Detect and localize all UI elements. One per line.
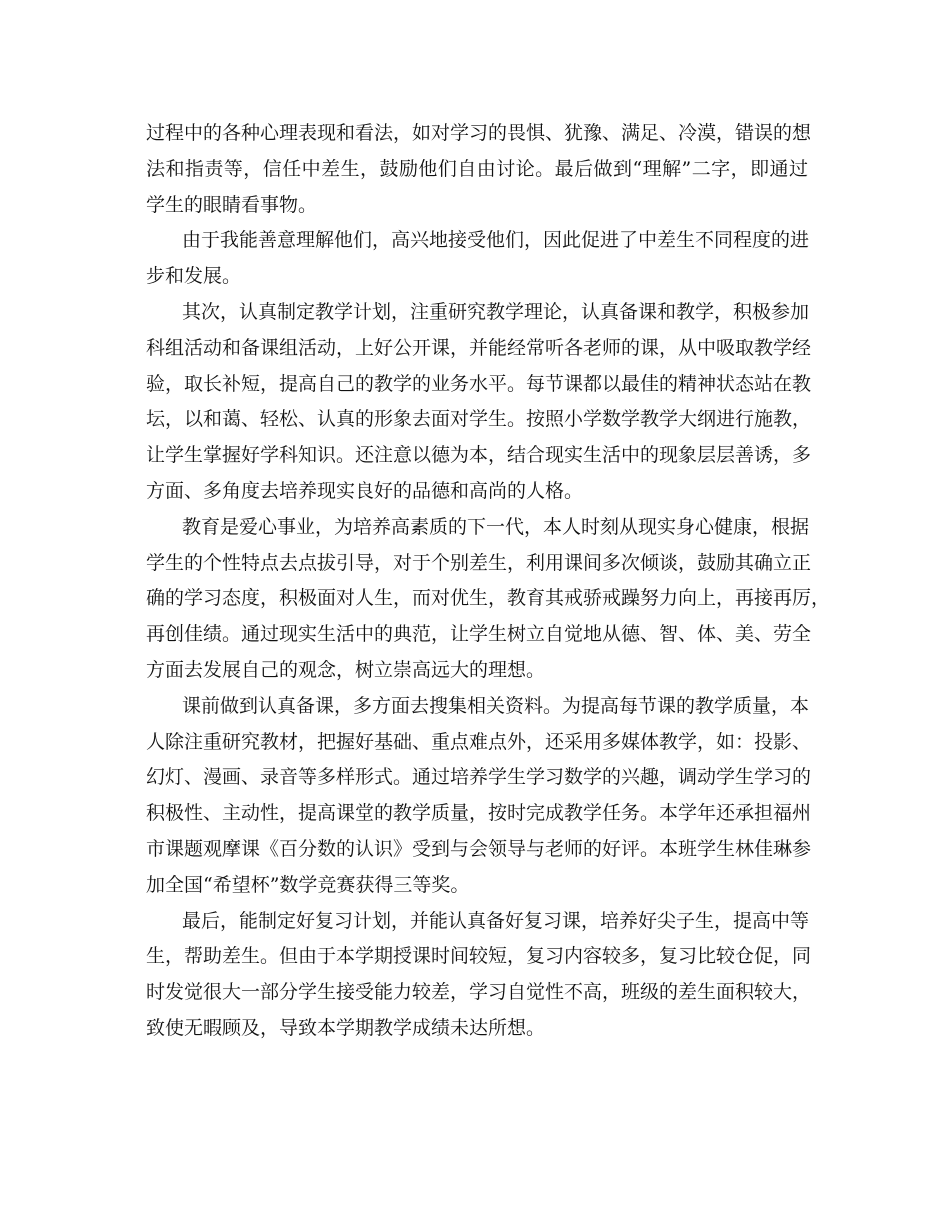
text-line: 由于我能善意理解他们，高兴地接受他们，因此促进了中差生不同程度的进 — [182, 229, 810, 252]
text-line: 生，帮助差生。但由于本学期授课时间较短，复习内容较多，复习比较仓促，同 — [146, 945, 812, 968]
text-line: 最后，能制定好复习计划，并能认真备好复习课，培养好尖子生，提高中等 — [182, 909, 810, 932]
text-line: 方面、多角度去培养现实良好的品德和高尚的人格。 — [146, 479, 584, 502]
text-line: 学生的个性特点去点拔引导，对于个别差生，利用课间多次倾谈，鼓励其确立正 — [146, 551, 812, 574]
paragraph-3 — [146, 295, 812, 510]
text-line: 市课题观摩课《百分数的认识》受到与会领导与老师的好评。本班学生林佳琳参 — [146, 837, 812, 860]
paragraph-5 — [146, 689, 812, 904]
text-line: 加全国“希望杯”数学竞赛获得三等奖。 — [146, 873, 470, 896]
text-line: 致使无暇顾及，导致本学期教学成绩未达所想。 — [146, 1016, 546, 1039]
text-line: 法和指责等，信任中差生，鼓励他们自由讨论。最后做到“理解”二字，即通过 — [146, 157, 808, 180]
text-line: 时发觉很大一部分学生接受能力较差，学习自觉性不高，班级的差生面积较大， — [146, 981, 812, 1004]
text-line: 积极性、主动性，提高课堂的教学质量，按时完成教学任务。本学年还承担福州 — [146, 802, 812, 825]
text-line: 步和发展。 — [146, 265, 242, 288]
text-line: 确的学习态度，积极面对人生，而对优生，教育其戒骄戒躁努力向上，再接再厉， — [146, 587, 831, 610]
text-line: 验，取长补短，提高自己的教学的业务水平。每节课都以最佳的精神状态站在教 — [146, 372, 812, 395]
text-line: 其次，认真制定教学计划，注重研究教学理论，认真备课和教学，积极参加 — [182, 300, 810, 323]
paragraph-1 — [146, 116, 812, 223]
text-line: 科组活动和备课组活动，上好公开课，并能经常听各老师的课，从中吸取教学经 — [146, 336, 812, 359]
paragraph-4 — [146, 510, 831, 689]
text-line: 再创佳绩。通过现实生活中的典范，让学生树立自觉地从德、智、体、美、劳全 — [146, 623, 812, 646]
text-line: 课前做到认真备课，多方面去搜集相关资料。为提高每节课的教学质量，本 — [182, 694, 810, 717]
text-line: 人除注重研究教材，把握好基础、重点难点外，还采用多媒体教学，如：投影、 — [146, 730, 812, 753]
text-line: 学生的眼睛看事物。 — [146, 193, 318, 216]
text-line: 教育是爱心事业，为培养高素质的下一代，本人时刻从现实身心健康，根据 — [182, 515, 810, 538]
text-line: 过程中的各种心理表现和看法，如对学习的畏惧、犹豫、满足、冷漠，错误的想 — [146, 122, 812, 144]
text-line: 让学生掌握好学科知识。还注意以德为本，结合现实生活中的现象层层善诱，多 — [146, 444, 812, 467]
text-line: 幻灯、漫画、录音等多样形式。通过培养学生学习数学的兴趣，调动学生学习的 — [146, 766, 812, 789]
text-line: 坛，以和蔼、轻松、认真的形象去面对学生。按照小学数学教学大纲进行施教， — [146, 408, 812, 431]
paragraph-2 — [146, 223, 808, 295]
paragraph-6 — [146, 904, 812, 1047]
text-line: 方面去发展自己的观念，树立崇高远大的理想。 — [146, 658, 546, 681]
document-body — [146, 116, 831, 1047]
